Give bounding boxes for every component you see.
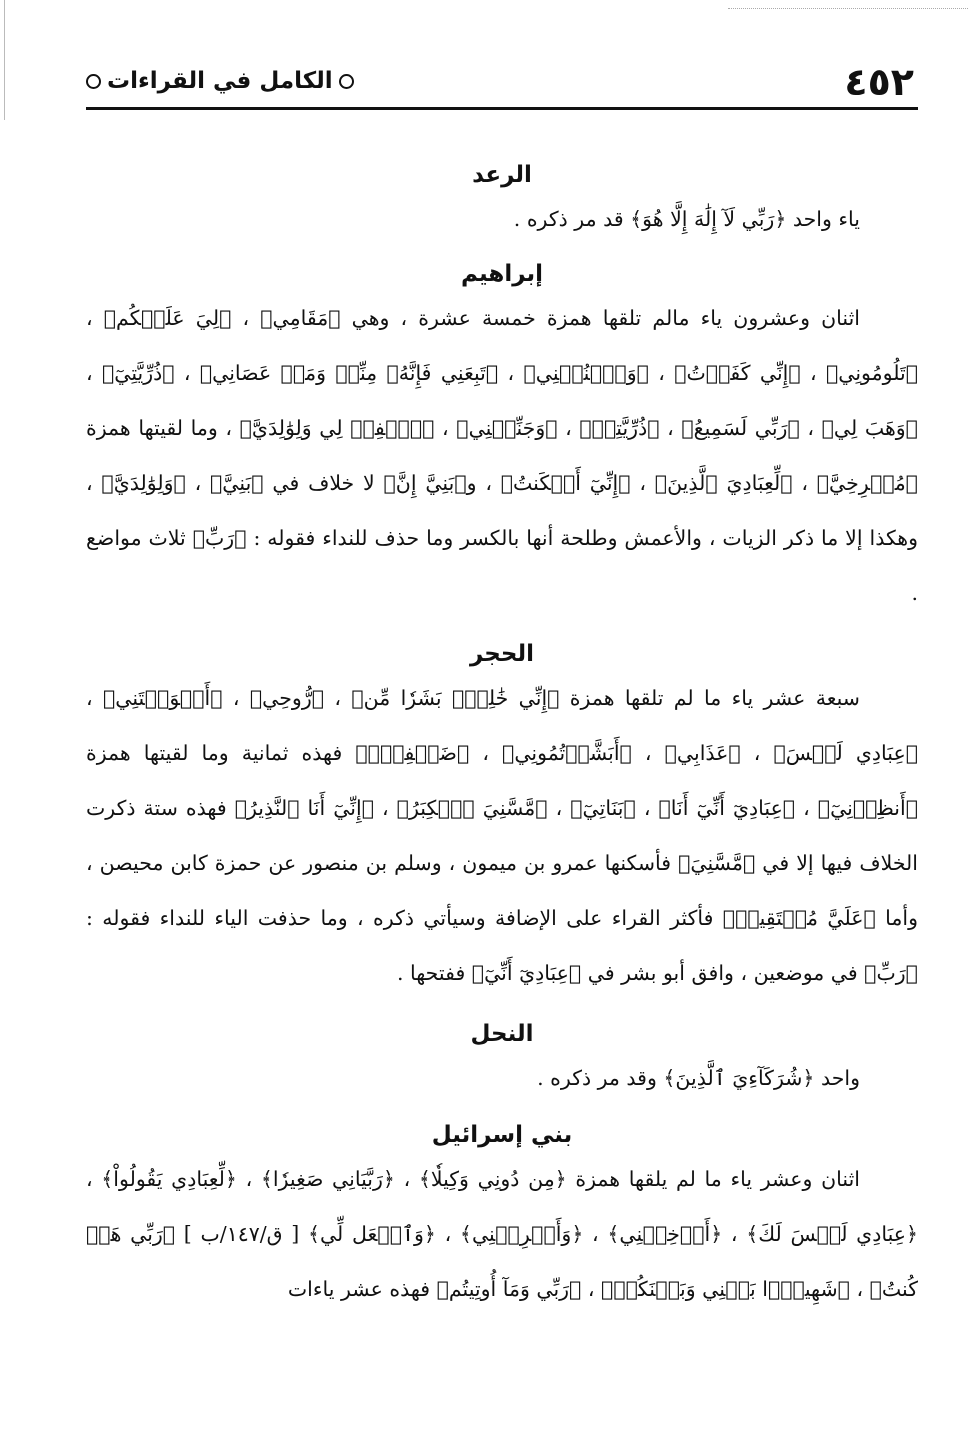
header-rule <box>86 107 918 110</box>
section-ra3d <box>86 158 918 247</box>
section-text-isra: اثنان وعشر ياء ما لم يلقها همزة ﴿مِن دُونِي وَكِيلٗا﴾ ، ﴿رَبَّيَانِي صَغِيرٗا﴾ ، ﴿لِّعِبَادِي يَقُولُواْ﴾ ، ﴿عِبَادِي لَيۡسَ لَكَ﴾ ، ﴿أَدۡخِلۡنِي﴾ ، ﴿وَأَخۡرِجۡنِي﴾ ، ﴿وَٱجۡعَل لِّي﴾ [ ق/١٤٧/ب ] ﴿رَبِّي هَلۡ كُنتُ﴾ ، ﴿شَهِيدَۢا بَيۡنِي وَبَيۡنَكُمۡ﴾ ، ﴿رَبِّي وَمَآ أُوتِيتُم﴾ فهذه عشر ياءات <box>86 1167 918 1301</box>
page-header <box>86 60 918 104</box>
section-heading-ibrahim: إبراهيم <box>460 261 544 287</box>
running-title <box>86 66 354 96</box>
page-body <box>86 150 918 1317</box>
page-number: ٤٥٢ <box>844 60 914 104</box>
section-hijr <box>86 637 918 1001</box>
section-heading-hijr: الحجر <box>470 641 534 667</box>
circle-ornament-icon <box>86 74 101 89</box>
section-isra <box>86 1118 918 1317</box>
section-nahl <box>86 1017 918 1106</box>
section-heading-nahl: النحل <box>470 1021 534 1047</box>
running-title-text: الكامل في القراءات <box>107 68 333 94</box>
section-text-ra3d: ياء واحد ﴿رَبِّي لَآ إِلَٰهَ إِلَّا هُوَ﴾ قد مر ذكره . <box>513 207 860 231</box>
scan-margin-line <box>4 0 5 120</box>
section-text-hijr: سبعة عشر ياء ما لم تلقها همزة ﴿إِنِّي خَٰلِقُۢ بَشَرٗا مِّن﴾ ، ﴿رُّوحِي﴾ ، ﴿أَغۡوَيۡتَنِي﴾ ، ﴿عِبَادِي لَيۡسَ﴾ ، ﴿عَذَابِي﴾ ، ﴿أَبَشَّرۡتُمُونِي﴾ ، ﴿ضَيۡفِيٓۖ﴾ فهذه ثمانية وما لقيتها همزة ﴿أَنظِرۡنِيٓ﴾ ، ﴿عِبَادِيٓ أَنِّيٓ أَنَا﴾ ، ﴿بَنَاتِيٓ﴾ ، ﴿مَّسَّنِيَ ٱلۡكِبَرُ﴾ ، ﴿إِنِّيٓ أَنَا ٱلنَّذِيرُ﴾ فهذه ستة ذكرت الخلاف فيها إلا في ﴿مَّسَّنِيَ﴾ فأسكنها عمرو بن ميمون ، وسلم بن منصور عن حمزة كابن محيصن ، وأما ﴿عَلَيَّ مُسۡتَقِيمٞ﴾ فأكثر القراء على الإضافة وسيأتي ذكره ، وما حذفت الياء للنداء فقوله : ﴿رَبِّ﴾ في موضعين ، وافق أبو بشر في ﴿عِبَادِيٓ أَنِّيٓ﴾ ففتحها . <box>86 686 918 985</box>
section-heading-ra3d: الرعد <box>472 162 532 188</box>
section-heading-isra: بني إسرائيل <box>431 1122 573 1148</box>
section-text-nahl: واحد ﴿شُرَكَآءِيَ ٱلَّذِينَ﴾ وقد مر ذكره . <box>537 1066 860 1090</box>
section-text-ibrahim: اثنان وعشرون ياء مالم تلقها همزة خمسة عشرة ، وهي ﴿مَقَامِي﴾ ، ﴿لِيَ عَلَيۡكُم﴾ ، ﴿تَلُومُونِي﴾ ، ﴿إِنِّي كَفَرۡتُ﴾ ، ﴿وَٱجۡنُبۡنِي﴾ ، ﴿تَبِعَنِي فَإِنَّهُۥ مِنِّيۖ وَمَنۡ عَصَانِي﴾ ، ﴿ذُرِّيَّتِيٓ﴾ ، ﴿وَهَبَ لِي﴾ ، ﴿رَبِّي لَسَمِيعُ﴾ ، ﴿ذُرِّيَّتِيۚ﴾ ، ﴿وَجَنِّبۡنِي﴾ ، ﴿ٱغۡفِرۡ لِي وَلِوَٰلِدَيَّ﴾ ، وما لقيتها همزة ﴿مُصۡرِخِيَّ﴾ ، ﴿لِّعِبَادِيَ ٱلَّذِينَ﴾ ، ﴿إِنِّيٓ أَسۡكَنتُ﴾ ، و﴿بَنِيَّ إِنَّ﴾ لا خلاف في ﴿بَنِيَّ﴾ ، ﴿وَلِوَٰلِدَيَّ﴾ ، وهكذا إلا ما ذكر الزيات ، والأعمش وطلحة أنها بالكسر وما حذف للنداء فقوله : ﴿رَبِّ﴾ ثلاث مواضع . <box>86 306 918 605</box>
section-ibrahim <box>86 257 918 621</box>
scan-top-edge <box>728 8 968 9</box>
circle-ornament-icon <box>339 74 354 89</box>
